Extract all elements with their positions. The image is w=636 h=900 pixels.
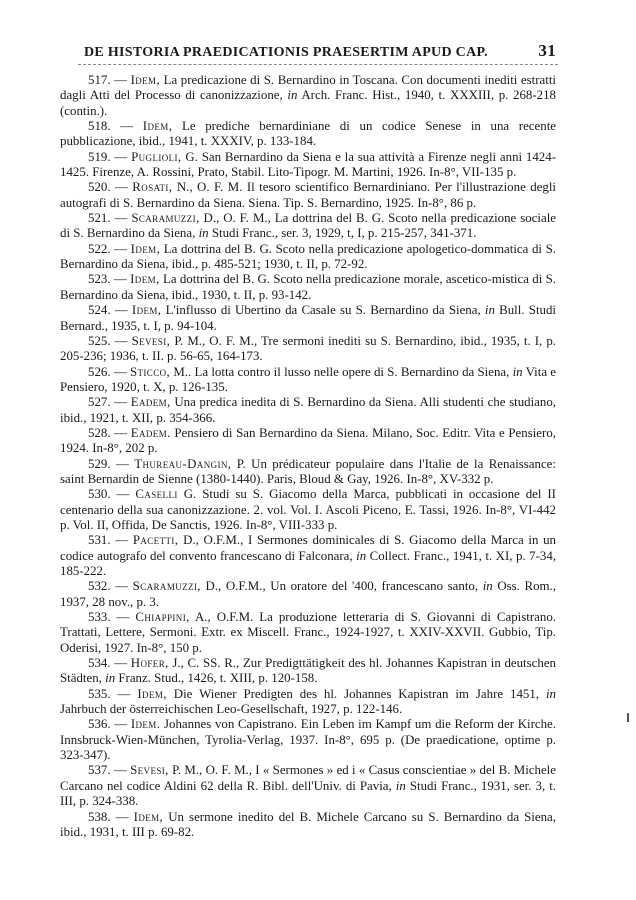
bibliography-entry: 534. — Hofer, J., C. SS. R., Zur Predigttätigkeit des hl. Johannes Kapistran in deutschen Städten, in Franz. Stud., 1426, t. XIII, p. 120-158. (60, 656, 556, 686)
entry-author: Idem, (130, 73, 161, 87)
entry-number: 537. (88, 763, 111, 778)
entry-text: A., O.F.M. La produzione letteraria di S. Giovanni di Capistrano. Trattati, Lettere, Sermoni. Extr. ex Miscell. Franc., 1924-1927, t. XXIV-XXVII. Gubbio, Tip. Oderisi, 1927. In-8°, 150 p. (60, 610, 556, 655)
entry-author: Scaramuzzi, (132, 579, 201, 594)
entry-author: Idem. (130, 717, 161, 732)
entry-text: G. Studi su S. Giacomo della Marca, pubblicati in occasione del II centenario della sua canonizzazione. 2. vol. Vol. I. Ascoli Piceno, E. Tassi, 1926. In-8°, VI-442 p. Vol. II, Offida, De Sanctis, 1926. In-8°, VIII-333 p. (60, 487, 556, 532)
entry-author: Idem, (130, 272, 160, 287)
entry-number: 533. (88, 610, 111, 625)
entry-number: 524. (88, 303, 111, 318)
entry-source: Collect. Franc., 1941, t. XI, p. 7-34, 185-222. (60, 548, 556, 578)
entry-text: Una predica inedita di S. Bernardino da Siena. Alli studenti che studiano, ibid., 1921, t. XII, p. 354-366. (60, 395, 557, 425)
entry-source: Studi Franc., 1931, ser. 3, t. III, p. 324-338. (60, 778, 556, 809)
entry-author: Rosati, (132, 180, 173, 195)
page-number: 31 (538, 41, 556, 60)
entry-author: Idem, (131, 303, 162, 318)
entry-in-marker: in (484, 303, 495, 318)
entry-author: Eadem, (130, 395, 171, 410)
running-title: DE HISTORIA PRAEDICATIONIS PRAESERTIM APUD CAP. (84, 45, 488, 60)
entry-number: 517. (88, 73, 111, 87)
bibliography-entry: 527. — Eadem, Una predica inedita di S. Bernardino da Siena. Alli studenti che studiano, ibid., 1921, t. XII, p. 354-366. (60, 395, 557, 425)
entry-in-marker: in (395, 778, 406, 793)
entry-author: Idem, (130, 241, 161, 256)
entry-number: 535. (88, 686, 111, 701)
entry-author: Puglioli, (131, 149, 182, 164)
bibliography-entry: 531. — Pacetti, D., O.F.M., I Sermones dominicales di S. Giacomo della Marca in un codice autografo del convento francescano di Falconara, in Collect. Franc., 1941, t. XI, p. 7-34, 185-222. (60, 533, 557, 578)
bibliography-entry: 525. — Sevesi, P. M., O. F. M., Tre sermoni inediti su S. Bernardino, ibid., 1935, t. I, p. 205-236; 1936, t. II. p. 56-65, 164-173. (60, 333, 556, 364)
entry-author: Sevesi, (131, 333, 171, 348)
entry-author: Idem, (142, 119, 173, 134)
bibliography-entry: 526. — Sticco, M.. La lotta contro il lusso nelle opere di S. Bernardino da Siena, in Vita e Pensiero, 1920, t. X, p. 126-135. (60, 364, 557, 394)
bibliography-entry: 536. — Idem. Johannes von Capistrano. Ein Leben im Kampf um die Reform der Kirche. Innsbruck-Wien-München, Tyrolia-Verlag, 1937. In-8°, 695 p. (De praedicatione, optime p. 323-347). (60, 717, 556, 763)
entry-number: 538. (88, 809, 111, 824)
entry-number: 534. (88, 656, 111, 671)
entry-author: Idem, (137, 686, 167, 701)
entry-source: Studi Franc., ser. 3, 1929, t, I, p. 215-257, 341-371. (208, 226, 477, 241)
margin-mark (627, 713, 629, 722)
bibliography-entry: 522. — Idem, La dottrina del B. G. Scoto nella predicazione apologetico-dommatica di S. Bernardino da Siena, ibid., p. 485-521; 1930, t. II, p. 72-92. (60, 241, 556, 272)
entry-in-marker: in (545, 686, 556, 701)
entry-text: J., C. SS. R., Zur Predigttätigkeit des hl. Johannes Kapistran in deutschen Städten, (60, 656, 556, 686)
entry-number: 521. (88, 211, 111, 226)
bibliography-entry: 520. — Rosati, N., O. F. M. Il tesoro scientifico Bernardiniano. Per l'illustrazione degli autografi di S. Bernardino da Siena. Siena. Tip. S. Bernardino, 1925. In-8°, 86 p. (60, 180, 556, 210)
entry-number: 528. (88, 425, 111, 440)
entry-text: L'influsso di Ubertino da Casale su S. Bernardino da Siena, (161, 303, 485, 318)
entry-text: La predicazione di S. Bernardino in Toscana. Con documenti inediti estratti dagli Atti del Processo di canonizzazione, (60, 73, 556, 103)
entry-in-marker: in (482, 579, 493, 594)
entry-author: Caselli (135, 487, 178, 502)
entry-text: N., O. F. M. Il tesoro scientifico Bernardiniano. Per l'illustrazione degli autografi di S. Bernardino da Siena. Siena. Tip. S. Bernardino, 1925. In-8°, 86 p. (60, 180, 556, 210)
header-rule (78, 64, 558, 65)
entry-text: P. Un prédicateur populaire dans l'Italie de la Renaissance: saint Bernardin de Sienne (1380-1440). Paris, Bloud & Gay, 1926. In-8°, XV-332 p. (60, 456, 556, 486)
entry-author: Chiappini, (135, 610, 190, 625)
entry-number: 520. (88, 180, 111, 195)
entry-number: 531. (88, 533, 111, 548)
bibliography-entry: 523. — Idem, La dottrina del B. G. Scoto nella predicazione morale, ascetico-mistica di S. Bernardino da Siena, ibid., 1930, t. II, p. 93-142. (60, 272, 557, 302)
bibliography-entry: 518. — Idem, Le prediche bernardiniane di un codice Senese in una recente pubblicazione, ibid., 1941, t. XXXIV, p. 133-184. (60, 119, 556, 149)
entry-text: G. San Bernardino da Siena e la sua attività a Firenze negli anni 1424-1425. Firenze, A. Rossini, Prato, Stabil. Lito-Tipogr. M. Martini, 1926. In-8°, VII-135 p. (60, 149, 556, 180)
entry-text: P. M., O. F. M., I « Sermones » ed i « Casus conscientiae » del B. Michele Carcano nel codice Aldini 62 della R. Bibl. dell'Univ. di Pavia, (60, 763, 556, 793)
entry-text: D., O.F.M., Un oratore del '400, francescano santo, (200, 579, 483, 594)
bibliography-entry: 524. — Idem, L'influsso di Ubertino da Casale su S. Bernardino da Siena, in Bull. Studi Bernard., 1935, t. I, p. 94-104. (60, 303, 556, 333)
bibliography-entry: 519. — Puglioli, G. San Bernardino da Siena e la sua attività a Firenze negli anni 1424-1425. Firenze, A. Rossini, Prato, Stabil. Lito-Tipogr. M. Martini, 1926. In-8°, VII-135 p. (60, 149, 556, 180)
entry-text: M.. La lotta contro il lusso nelle opere di S. Bernardino da Siena, (170, 364, 513, 379)
entry-source: Jahrbuch der österreichischen Leo-Gesellschaft, 1927, p. 122-146. (60, 702, 403, 717)
entry-number: 522. (88, 241, 111, 256)
entry-author: Hofer, (130, 656, 169, 671)
entry-author: Eadem. (130, 425, 171, 440)
entry-in-marker: in (198, 226, 209, 241)
entry-in-marker: in (105, 671, 116, 686)
bibliography-list (60, 73, 556, 840)
bibliography-entry: 535. — Idem, Die Wiener Predigten des hl. Johannes Kapistran im Jahre 1451, in Jahrbuch der österreichischen Leo-Gesellschaft, 1927, p. 122-146. (60, 686, 556, 717)
bibliography-entry: 532. — Scaramuzzi, D., O.F.M., Un oratore del '400, francescano santo, in Oss. Rom., 1937, 28 nov., p. 3. (60, 579, 557, 609)
entry-text: Pensiero di San Bernardino da Siena. Milano, Soc. Editr. Vita e Pensiero, 1924. In-8°, 202 p. (60, 425, 556, 456)
bibliography-entry: 537. — Sevesi, P. M., O. F. M., I « Sermones » ed i « Casus conscientiae » del B. Michele Carcano nel codice Aldini 62 della R. Bibl. dell'Univ. di Pavia, in Studi Franc., 1931, ser. 3, t. III, p. 324-338. (60, 763, 556, 809)
entry-number: 526. (88, 364, 111, 379)
entry-author: Idem, (133, 809, 164, 824)
entry-text: Johannes von Capistrano. Ein Leben im Kampf um die Reform der Kirche. Innsbruck-Wien-München, Tyrolia-Verlag, 1937. In-8°, 695 p. (De praedicatione, optime p. 323-347). (60, 717, 556, 763)
entry-in-marker: in (287, 88, 298, 103)
entry-number: 536. (88, 717, 111, 732)
bibliography-entry: 538. — Idem, Un sermone inedito del B. Michele Carcano su S. Bernardino da Siena, ibid., 1931, t. III p. 69-82. (60, 809, 556, 839)
entry-author: Sticco, (129, 364, 171, 379)
entry-author: Scaramuzzi, (131, 211, 200, 226)
entry-number: 519. (88, 149, 111, 164)
entry-source: Bull. Studi Bernard., 1935, t. I, p. 94-104. (60, 303, 556, 333)
entry-text: Un sermone inedito del B. Michele Carcano su S. Bernardino da Siena, ibid., 1931, t. III p. 69-82. (60, 809, 556, 839)
entry-source: Vita e Pensiero, 1920, t. X, p. 126-135. (60, 364, 557, 394)
entry-author: Sevesi, (130, 763, 169, 778)
entry-number: 530. (88, 487, 111, 502)
entry-text: Le prediche bernardiniane di un codice Senese in una recente pubblicazione, ibid., 1941, t. XXXIV, p. 133-184. (60, 119, 556, 149)
entry-source: Oss. Rom., 1937, 28 nov., p. 3. (60, 579, 557, 609)
entry-text: D., O. F. M., La dottrina del B. G. Scoto nella predicazione sociale di S. Bernardino da Siena, (60, 211, 556, 241)
entry-in-marker: in (356, 548, 367, 563)
bibliography-entry: 530. — Caselli G. Studi su S. Giacomo della Marca, pubblicati in occasione del II centenario della sua canonizzazione. 2. vol. Vol. I. Ascoli Piceno, E. Tassi, 1926. In-8°, VI-442 p. Vol. II, Offida, De Sanctis, 1926. In-8°, VIII-333 p. (60, 487, 556, 532)
entry-text: Die Wiener Predigten des hl. Johannes Kapistran im Jahre 1451, (166, 686, 546, 701)
entry-author: Pacetti, (132, 533, 179, 548)
entry-number: 529. (88, 456, 111, 471)
entry-number: 527. (88, 395, 111, 410)
entry-author: Thureau-Dangin, (134, 456, 232, 471)
entry-text: P. M., O. F. M., Tre sermoni inediti su S. Bernardino, ibid., 1935, t. I, p. 205-236; 1936, t. II. p. 56-65, 164-173. (60, 333, 556, 364)
entry-number: 523. (88, 272, 111, 287)
entry-number: 525. (88, 333, 111, 348)
bibliography-entry: 517. — Idem, La predicazione di S. Bernardino in Toscana. Con documenti inediti estratti dagli Atti del Processo di canonizzazione, in Arch. Franc. Hist., 1940, t. XXXIII, p. 268-218 (contin.). (60, 73, 557, 118)
running-header (84, 41, 556, 61)
entry-in-marker: in (512, 364, 523, 379)
bibliography-entry: 529. — Thureau-Dangin, P. Un prédicateur populaire dans l'Italie de la Renaissance: saint Bernardin de Sienne (1380-1440). Paris, Bloud & Gay, 1926. In-8°, XV-332 p. (60, 456, 556, 486)
bibliography-entry: 533. — Chiappini, A., O.F.M. La produzione letteraria di S. Giovanni di Capistrano. Trattati, Lettere, Sermoni. Extr. ex Miscell. Franc., 1924-1927, t. XXIV-XXVII. Gubbio, Tip. Oderisi, 1927. In-8°, 150 p. (60, 610, 556, 655)
bibliography-entry: 528. — Eadem. Pensiero di San Bernardino da Siena. Milano, Soc. Editr. Vita e Pensiero, 1924. In-8°, 202 p. (60, 425, 556, 456)
entry-number: 518. (88, 119, 111, 134)
entry-text: La dottrina del B. G. Scoto nella predicazione apologetico-dommatica di S. Bernardino da Siena, ibid., p. 485-521; 1930, t. II, p. 72-92. (60, 241, 556, 272)
entry-source: Franz. Stud., 1426, t. XIII, p. 120-158. (115, 671, 318, 686)
entry-number: 532. (88, 579, 111, 594)
bibliography-entry: 521. — Scaramuzzi, D., O. F. M., La dottrina del B. G. Scoto nella predicazione sociale di S. Bernardino da Siena, in Studi Franc., ser. 3, 1929, t, I, p. 215-257, 341-371. (60, 211, 556, 241)
entry-source: Arch. Franc. Hist., 1940, t. XXXIII, p. 268-218 (contin.). (60, 88, 557, 118)
entry-text: D., O.F.M., I Sermones dominicales di S. Giacomo della Marca in un codice autografo del convento francescano di Falconara, (60, 533, 557, 563)
entry-text: La dottrina del B. G. Scoto nella predicazione morale, ascetico-mistica di S. Bernardino da Siena, ibid., 1930, t. II, p. 93-142. (60, 272, 557, 302)
